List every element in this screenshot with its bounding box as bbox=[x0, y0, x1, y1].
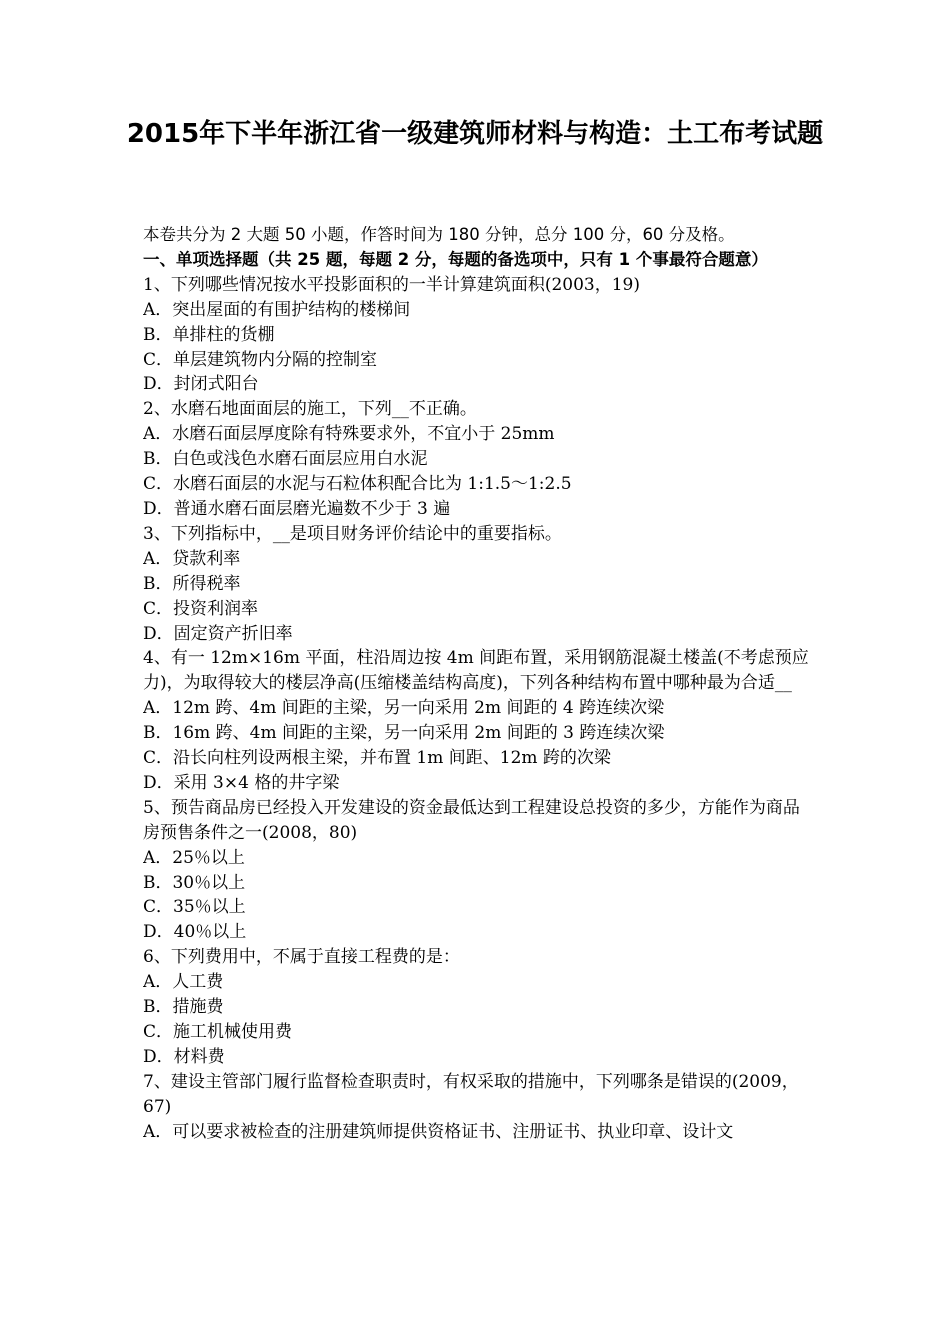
question-option: D．封闭式阳台 bbox=[143, 374, 259, 395]
section-heading: 一、单项选择题（共 25 题，每题 2 分，每题的备选项中，只有 1 个事最符合题意） bbox=[143, 249, 768, 269]
question-option: C．投资利润率 bbox=[143, 598, 259, 619]
question-stem: 3、下列指标中，__是项目财务评价结论中的重要指标。 bbox=[143, 523, 562, 544]
question-option: B．措施费 bbox=[143, 997, 224, 1018]
question-stem: 6、下列费用中，不属于直接工程费的是： bbox=[143, 947, 460, 968]
question-option: C．35％以上 bbox=[143, 897, 246, 918]
question-option: D．40％以上 bbox=[143, 922, 247, 943]
question-option: D．采用 3×4 格的井字梁 bbox=[143, 772, 340, 793]
question-option: A．12m 跨、4m 间距的主梁，另一向采用 2m 间距的 4 跨连续次梁 bbox=[143, 698, 665, 719]
question-stem: 1、下列哪些情况按水平投影面积的一半计算建筑面积(2003，19) bbox=[143, 274, 640, 295]
question-option: C．沿长向柱列设两根主梁，并布置 1m 间距、12m 跨的次梁 bbox=[143, 748, 611, 769]
question-option: D．普通水磨石面层磨光遍数不少于 3 遍 bbox=[143, 498, 451, 519]
question-option: B．所得税率 bbox=[143, 573, 241, 594]
question-option: A．贷款利率 bbox=[143, 548, 241, 569]
question-stem: 2、水磨石地面面层的施工，下列__不正确。 bbox=[143, 399, 477, 420]
question-option: B．白色或浅色水磨石面层应用白水泥 bbox=[143, 449, 428, 470]
question-option: D．材料费 bbox=[143, 1046, 225, 1067]
document-title: 2015年下半年浙江省一级建筑师材料与构造：土工布考试题 bbox=[126, 119, 824, 149]
question-option: A．25％以上 bbox=[143, 847, 245, 868]
exam-intro: 本卷共分为 2 大题 50 小题，作答时间为 180 分钟，总分 100 分，60 分及格。 bbox=[143, 225, 735, 244]
question-stem: 7、建设主管部门履行监督检查职责时，有权采取的措施中，下列哪条是错误的(2009，67) bbox=[143, 1071, 799, 1117]
question-option: A．人工费 bbox=[143, 972, 224, 993]
question-option: A．水磨石面层厚度除有特殊要求外，不宜小于 25mm bbox=[143, 424, 555, 445]
question-stem: 5、预告商品房已经投入开发建设的资金最低达到工程建设总投资的多少，方能作为商品房预售条件之一(2008，80) bbox=[143, 797, 800, 843]
question-option: B．30％以上 bbox=[143, 872, 246, 893]
question-option: D．固定资产折旧率 bbox=[143, 623, 293, 644]
question-option: C．水磨石面层的水泥与石粒体积配合比为 1:1.5～1:2.5 bbox=[143, 474, 572, 495]
question-option: B．单排柱的货棚 bbox=[143, 324, 275, 345]
question-stem: 4、有一 12m×16m 平面，柱沿周边按 4m 间距布置，采用钢筋混凝土楼盖(不考虑预应力)，为取得较大的楼层净高(压缩楼盖结构高度)，下列各种结构布置中哪种最为合适__ bbox=[143, 648, 809, 694]
question-option: B．16m 跨、4m 间距的主梁，另一向采用 2m 间距的 3 跨连续次梁 bbox=[143, 723, 665, 744]
question-option: A．可以要求被检查的注册建筑师提供资格证书、注册证书、执业印章、设计文 bbox=[143, 1121, 734, 1142]
document-body bbox=[143, 223, 811, 1145]
question-option: C．施工机械使用费 bbox=[143, 1022, 293, 1042]
question-option: A．突出屋面的有围护结构的楼梯间 bbox=[143, 299, 411, 320]
question-option: C．单层建筑物内分隔的控制室 bbox=[143, 349, 378, 370]
